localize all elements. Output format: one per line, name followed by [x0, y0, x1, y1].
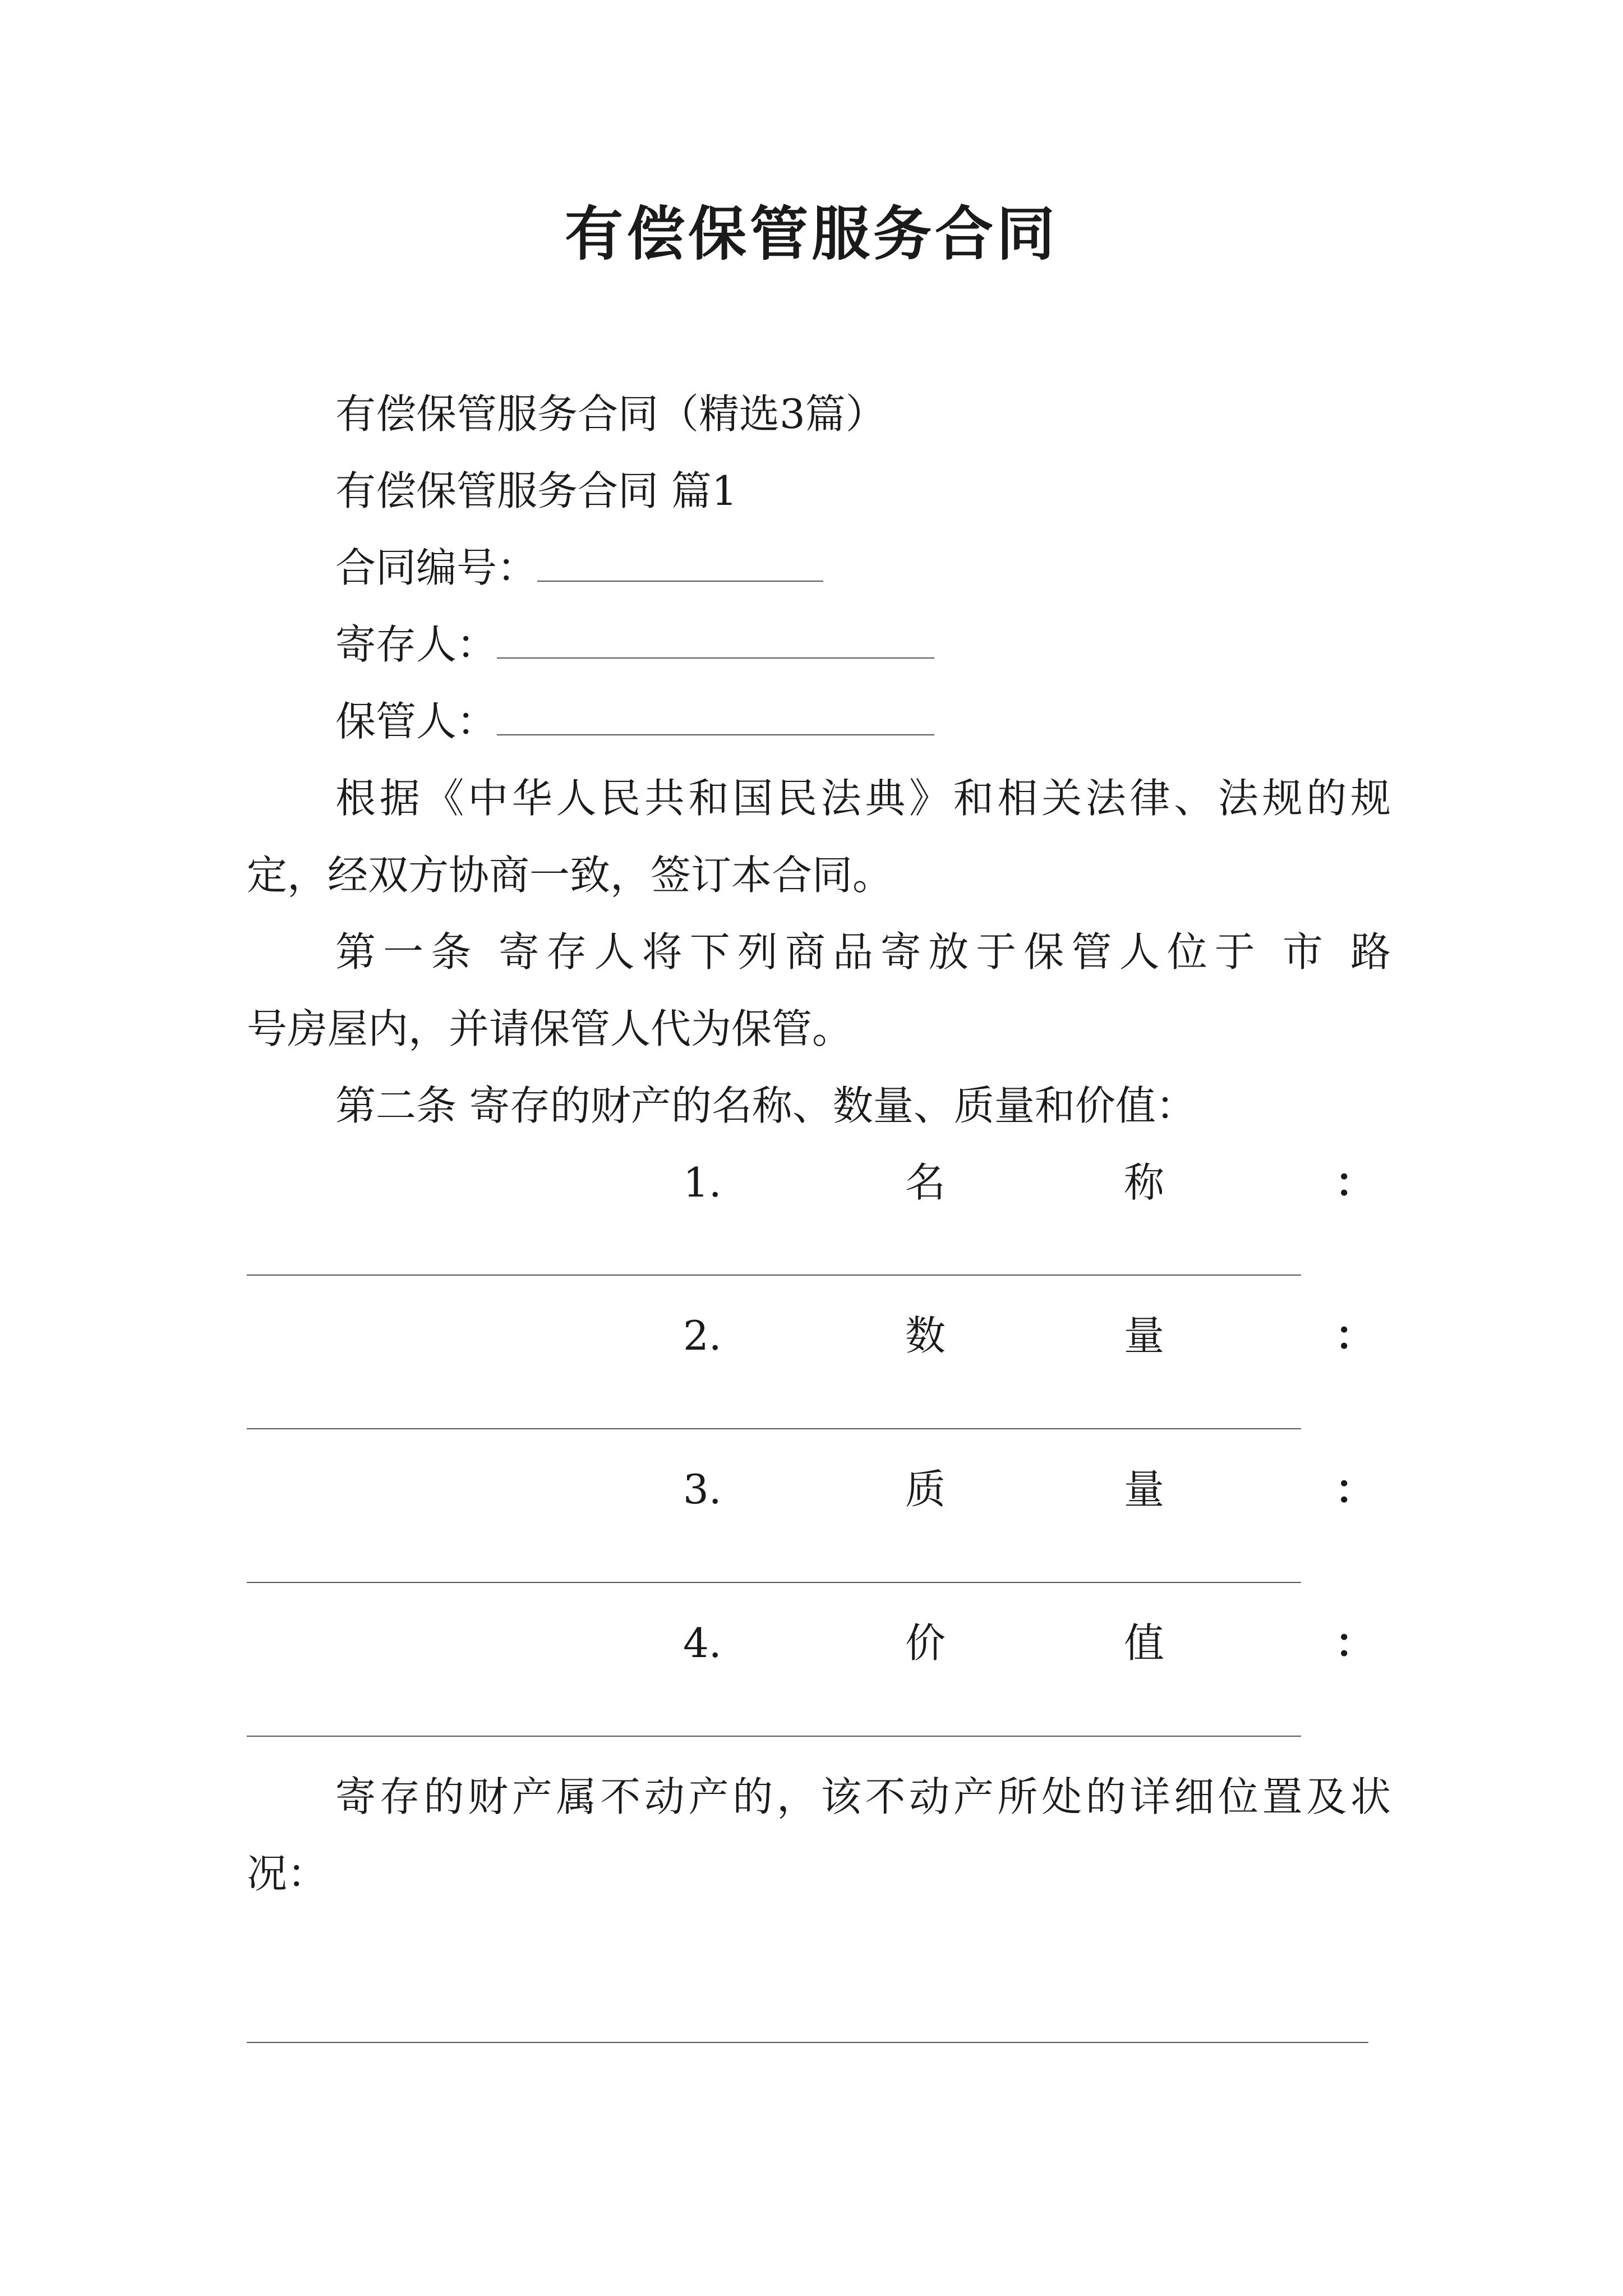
item-1-number: 1. [683, 1159, 722, 1206]
item-1-blank-line [247, 1274, 1301, 1276]
custodian-label: 保管人： [335, 698, 497, 745]
item-3-char-1: 质 [905, 1466, 946, 1513]
depositor-blank [497, 652, 934, 659]
item-3-colon: ： [1335, 1465, 1376, 1513]
subtitle: 有偿保管服务合同（精选3篇） [335, 390, 886, 438]
realty-line-1: 寄存的财产属不动产的，该不动产所处的详细位置及状 [335, 1773, 1391, 1820]
paragraph-1-line-2: 定，经双方协商一致，签订本合同。 [247, 852, 893, 899]
item-1-char-1: 名 [905, 1159, 946, 1206]
item-1-char-2: 称 [1124, 1159, 1165, 1206]
article-2: 第二条 寄存的财产的名称、数量、质量和价值： [335, 1082, 1196, 1129]
depositor-label: 寄存人： [335, 621, 497, 668]
item-2-char-1: 数 [905, 1312, 946, 1359]
item-3-number: 3. [683, 1466, 722, 1513]
contract-number-label: 合同编号： [335, 544, 538, 591]
item-2-char-2: 量 [1124, 1312, 1165, 1359]
custodian-blank [497, 729, 934, 735]
item-4-char-1: 价 [905, 1619, 946, 1667]
item-2-blank-line [247, 1428, 1301, 1429]
realty-line-2: 况： [247, 1850, 328, 1897]
article-1-line-2: 号房屋内，并请保管人代为保管。 [247, 1005, 853, 1052]
item-4-number: 4. [683, 1619, 722, 1667]
contract-number-row [335, 542, 823, 593]
item-2-number: 2. [683, 1312, 722, 1359]
article-1-line-1: 第一条 寄存人将下列商品寄放于保管人位于 市 路 [335, 928, 1391, 976]
item-4-blank-line [247, 1736, 1301, 1737]
depositor-row [335, 619, 934, 670]
paragraph-1-line-1: 根据《中华人民共和国民法典》和相关法律、法规的规 [335, 775, 1391, 822]
item-2-colon: ： [1335, 1312, 1376, 1359]
item-3-char-2: 量 [1124, 1466, 1165, 1513]
item-1-colon: ： [1335, 1158, 1376, 1206]
part-heading: 有偿保管服务合同 篇1 [335, 467, 737, 514]
item-4-colon: ： [1335, 1619, 1376, 1667]
contract-number-blank [537, 575, 823, 582]
item-4-char-2: 值 [1124, 1619, 1165, 1667]
document-title: 有偿保管服务合同 [564, 200, 1058, 268]
custodian-row [335, 696, 934, 747]
realty-blank-line [247, 2042, 1368, 2043]
item-3-blank-line [247, 1582, 1301, 1583]
